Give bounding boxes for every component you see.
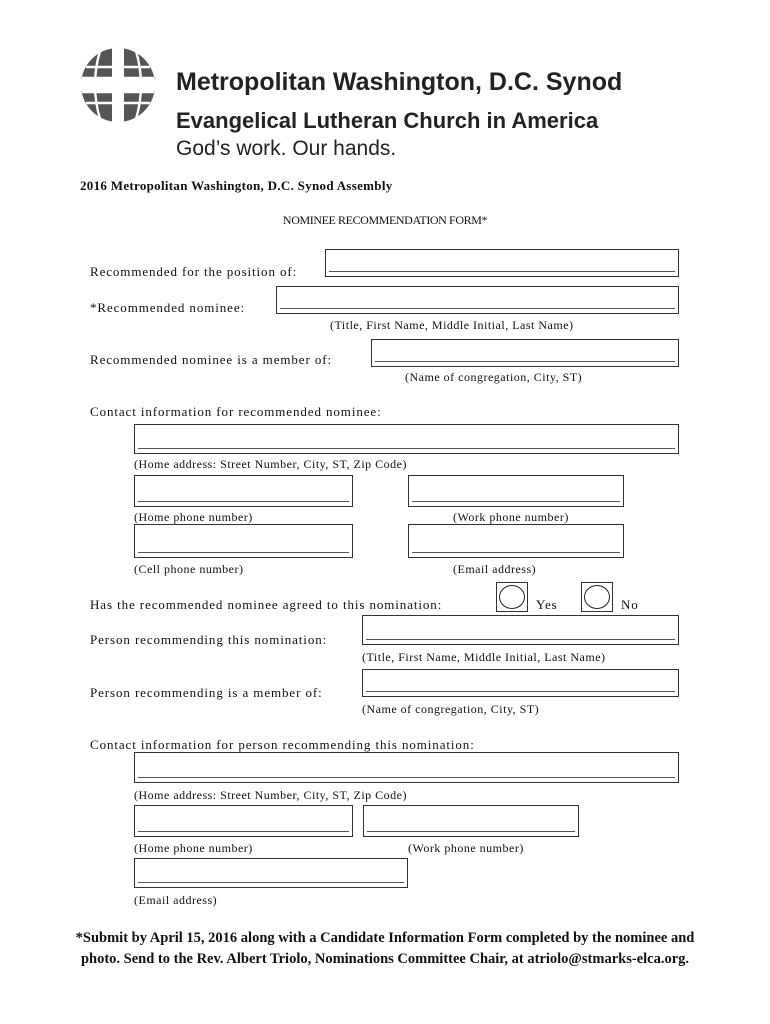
recommender-contact-label: Contact information for person recommending this nomination:: [90, 737, 475, 752]
r-work-phone-caption: (Work phone number): [408, 841, 524, 855]
r-home-address-caption: (Home address: Street Number, City, ST, Zip Code): [134, 788, 407, 802]
member-field[interactable]: [371, 339, 679, 367]
email-field[interactable]: [408, 524, 624, 558]
member-label: Recommended nominee is a member of:: [90, 352, 332, 367]
home-phone-caption: (Home phone number): [134, 510, 253, 524]
recommender-member-field[interactable]: [362, 669, 679, 697]
r-home-address-field[interactable]: [134, 752, 679, 783]
r-work-phone-field[interactable]: [363, 805, 579, 837]
footer-line-1: *Submit by April 15, 2016 along with a Candidate Information Form completed by the nominee and: [75, 930, 695, 946]
r-home-phone-caption: (Home phone number): [134, 841, 253, 855]
church-name: Evangelical Lutheran Church in America: [176, 108, 599, 133]
agreed-label: Has the recommended nominee agreed to this nomination:: [90, 597, 443, 612]
nominee-field[interactable]: [276, 286, 679, 314]
home-phone-field[interactable]: [134, 475, 353, 507]
r-email-caption: (Email address): [134, 893, 218, 907]
contact-label: Contact information for recommended nominee:: [90, 404, 382, 419]
yes-label: Yes: [536, 597, 558, 612]
tagline: God’s work. Our hands.: [176, 137, 397, 160]
home-address-field[interactable]: [134, 424, 679, 454]
recommender-field[interactable]: [362, 615, 679, 645]
form-title: NOMINEE RECOMMENDATION FORM*: [282, 213, 488, 227]
yes-radio-circle-icon: [499, 585, 525, 609]
member-caption: (Name of congregation, City, ST): [405, 370, 583, 384]
recommender-member-caption: (Name of congregation, City, ST): [362, 702, 540, 716]
work-phone-caption: (Work phone number): [453, 510, 569, 524]
work-phone-field[interactable]: [408, 475, 624, 507]
home-address-caption: (Home address: Street Number, City, ST, Zip Code): [134, 457, 407, 471]
cell-phone-caption: (Cell phone number): [134, 562, 244, 576]
no-checkbox[interactable]: [581, 582, 613, 612]
submission-instructions: [0, 928, 770, 970]
email-caption: (Email address): [453, 562, 537, 576]
r-email-field[interactable]: [134, 858, 408, 888]
synod-name: Metropolitan Washington, D.C. Synod: [176, 68, 623, 96]
nominee-label: *Recommended nominee:: [90, 300, 245, 315]
r-home-phone-field[interactable]: [134, 805, 353, 837]
no-radio-circle-icon: [584, 585, 610, 609]
position-label: Recommended for the position of:: [90, 264, 298, 279]
recommender-member-label: Person recommending is a member of:: [90, 685, 323, 700]
yes-checkbox[interactable]: [496, 582, 528, 612]
recommender-label: Person recommending this nomination:: [90, 632, 328, 647]
nominee-caption: (Title, First Name, Middle Initial, Last Name): [330, 318, 574, 332]
elca-cross-globe-logo-icon: [78, 45, 158, 125]
no-label: No: [621, 597, 639, 612]
position-field[interactable]: [325, 249, 679, 277]
assembly-title: 2016 Metropolitan Washington, D.C. Synod Assembly: [80, 178, 393, 193]
footer-line-2: photo. Send to the Rev. Albert Triolo, Nominations Committee Chair, at atriolo@stmarks-elca.org.: [80, 951, 690, 967]
recommender-caption: (Title, First Name, Middle Initial, Last Name): [362, 650, 606, 664]
cell-phone-field[interactable]: [134, 524, 353, 558]
